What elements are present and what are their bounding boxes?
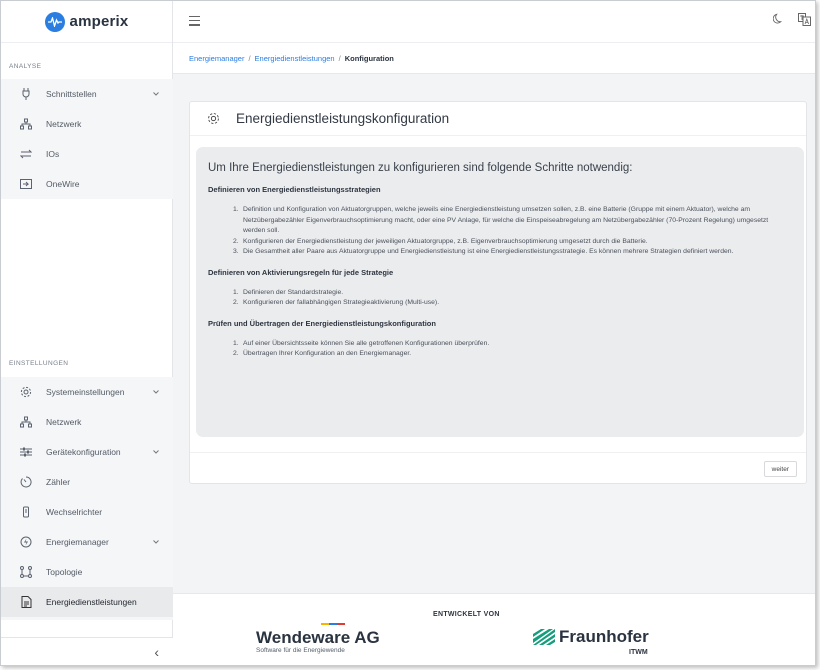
step-text: Definition und Konfiguration von Aktuatorgruppen, welche jeweils eine Energiedienstleistung umsetzen sollen, z.B. eine Batterie (Gruppe mit einem Aktuator), welche am Netzübergabezähler Eigenverbrauchsoptimierung macht, oder eine PV Anlage, für welche die Einspeiseabregelung am Netzübergabezähler (70-Prozent Regelung) umgesetzt werden soll.	[243, 206, 769, 234]
partner-sub: ITWM	[629, 649, 648, 656]
breadcrumb	[173, 43, 816, 73]
sidebar-item-netzwerk[interactable]	[1, 407, 173, 437]
sidebar-item-energiemanager[interactable]	[1, 527, 173, 557]
menu-icon[interactable]	[189, 16, 200, 26]
list-item: 2. Konfigurieren der fallabhängigen Strategieaktivierung (Multi-use).	[233, 298, 792, 309]
steps-list	[208, 288, 792, 309]
top-header	[173, 1, 816, 43]
sidebar-item-energiedienstleistungen[interactable]	[1, 587, 173, 617]
partner-name: Wendeware AG	[256, 628, 380, 647]
instructions-box	[196, 147, 804, 437]
sidebar-item-zaehler[interactable]	[1, 467, 173, 497]
language-icon[interactable]	[798, 13, 811, 28]
fraunhofer-mark-icon	[533, 629, 555, 645]
sidebar-item-label: Netzwerk	[46, 119, 82, 129]
steps-list	[208, 339, 792, 360]
brand-name: amperix	[69, 13, 129, 30]
document-icon	[20, 596, 32, 608]
sidebar-item-label: Systemeinstellungen	[46, 387, 125, 397]
plug-icon	[20, 88, 32, 100]
step-text: Konfigurieren der Energiedienstleistung der jeweiligen Aktuatorgruppe, z.B. Eigenverbrauchsoptimierung umgesetzt durch die Batterie.	[243, 237, 648, 245]
breadcrumb-link-energiedienstleistungen[interactable]: Energiedienstleistungen	[254, 53, 335, 63]
sidebar-item-label: OneWire	[46, 179, 80, 189]
step-text: Konfigurieren der fallabhängigen Strategieaktivierung (Multi-use).	[243, 299, 440, 306]
sidebar-item-label: Gerätekonfiguration	[46, 447, 121, 457]
sidebar-item-ios[interactable]	[1, 139, 173, 169]
header-actions	[773, 13, 811, 28]
instructions-intro: Um Ihre Energiedienstleistungen zu konfigurieren sind folgende Schritte notwendig:	[208, 162, 633, 174]
card-footer	[190, 452, 806, 484]
sidebar	[1, 1, 173, 666]
sidebar-item-label: Netzwerk	[46, 417, 82, 427]
sidebar-item-schnittstellen[interactable]	[1, 79, 173, 109]
list-item: 1. Definieren der Standardstrategie.	[233, 288, 792, 299]
brand-logo[interactable]	[1, 1, 172, 43]
page-title: Energiedienstleistungskonfiguration	[236, 111, 450, 126]
section-heading: Definieren von Aktivierungsregeln für jede Strategie	[208, 267, 394, 277]
list-item: 2. Übertragen Ihrer Konfiguration an den Energiemanager.	[233, 349, 792, 360]
sidebar-item-geraetekonfiguration[interactable]	[1, 437, 173, 467]
list-item: 2. Konfigurieren der Energiedienstleistung der jeweiligen Aktuatorgruppe, z.B. Eigenverbrauchsoptimierung umgesetzt durch die Batterie.	[233, 237, 792, 248]
sidebar-item-wechselrichter[interactable]	[1, 497, 173, 527]
breadcrumb-separator: /	[248, 53, 251, 63]
meter-icon	[20, 476, 32, 488]
chevron-down-icon[interactable]	[152, 538, 160, 546]
partner-tagline: Software für die Energiewende	[256, 647, 345, 654]
breadcrumb-current: Konfiguration	[344, 53, 394, 63]
configuration-card	[189, 101, 807, 484]
sliders-icon	[20, 446, 32, 458]
step-text: Auf einer Übersichtsseite können Sie alle getroffenen Konfigurationen überprüfen.	[243, 339, 490, 347]
list-item: 3. Die Gesamtheit aller Paare aus Aktuatorgruppe und Energiedienstleistung ist eine Energiedienstleistungsstrategie. Es können mehrere Strategien definiert werden.	[233, 247, 792, 258]
io-arrows-icon	[20, 148, 32, 160]
sidebar-item-label: Schnittstellen	[46, 89, 97, 99]
section-label-einstellungen: EINSTELLUNGEN	[9, 360, 69, 367]
onewire-icon	[20, 178, 32, 190]
developed-by-label: ENTWICKELT VON	[433, 611, 500, 618]
chevron-down-icon[interactable]	[152, 90, 160, 98]
step-text: Übertragen Ihrer Konfiguration an den Energiemanager.	[243, 350, 412, 357]
list-item: 1. Definition und Konfiguration von Aktuatorgruppen, welche jeweils eine Energiedienstleistung umsetzen sollen, z.B. eine Batterie (Gruppe mit einem Aktuator), welche am Netzübergabezähler Eigenverbrauchsoptimierung macht, oder eine PV Anlage, für welche die Einspeiseabregelung am Netzübergabezähler (70-Prozent Regelung) umgesetzt werden soll.	[233, 205, 792, 237]
page-footer	[173, 593, 816, 666]
section-label-analyse: ANALYSE	[9, 63, 42, 70]
chevron-left-icon: ‹	[154, 644, 159, 660]
card-header	[190, 102, 806, 136]
next-button[interactable]: weiter	[764, 461, 797, 477]
nav-group-einstellungen	[1, 377, 173, 620]
section-heading: Prüfen und Übertragen der Energiedienstleistungskonfiguration	[208, 318, 436, 328]
steps-list	[208, 205, 792, 258]
moon-icon[interactable]	[773, 13, 784, 28]
sidebar-item-topologie[interactable]	[1, 557, 173, 587]
list-item: 1. Auf einer Übersichtsseite können Sie alle getroffenen Konfigurationen überprüfen.	[233, 339, 792, 350]
network-icon	[20, 118, 32, 130]
inverter-icon	[20, 506, 32, 518]
chevron-down-icon[interactable]	[152, 388, 160, 396]
sidebar-item-label: IOs	[46, 149, 60, 159]
step-text: Die Gesamtheit aller Paare aus Aktuatorgruppe und Energiedienstleistung ist eine Energiedienstleistungsstrategie. Es können mehrere Strategien definiert werden.	[243, 248, 734, 255]
network-icon	[20, 416, 32, 428]
section-heading: Definieren von Energiedienstleistungsstrategien	[208, 185, 381, 194]
nav-group-analyse	[1, 79, 173, 199]
wendeware-logo[interactable]	[256, 623, 386, 654]
sidebar-collapse-button[interactable]	[1, 637, 173, 666]
sidebar-item-systemeinstellungen[interactable]	[1, 377, 173, 407]
gear-icon	[207, 112, 220, 125]
wendeware-accent-bar	[321, 623, 345, 625]
partner-name: Fraunhofer	[559, 627, 649, 646]
topology-icon	[20, 566, 32, 578]
breadcrumb-link-energiemanager[interactable]: Energiemanager	[189, 53, 245, 63]
amperix-logo-icon	[45, 12, 65, 32]
sidebar-item-onewire[interactable]	[1, 169, 173, 199]
breadcrumb-separator: /	[338, 53, 341, 63]
step-text: Definieren der Standardstrategie.	[243, 288, 344, 296]
energy-manager-icon	[20, 536, 32, 548]
sidebar-item-label: Energiedienstleistungen	[46, 597, 137, 607]
gear-icon	[20, 386, 32, 398]
sidebar-item-netzwerk-analyse[interactable]	[1, 109, 173, 139]
sidebar-item-label: Wechselrichter	[46, 507, 103, 517]
fraunhofer-logo[interactable]	[533, 627, 649, 656]
chevron-down-icon[interactable]	[152, 448, 160, 456]
sidebar-item-label: Topologie	[46, 567, 83, 577]
sidebar-item-label: Energiemanager	[46, 537, 109, 547]
sidebar-item-label: Zähler	[46, 477, 71, 487]
